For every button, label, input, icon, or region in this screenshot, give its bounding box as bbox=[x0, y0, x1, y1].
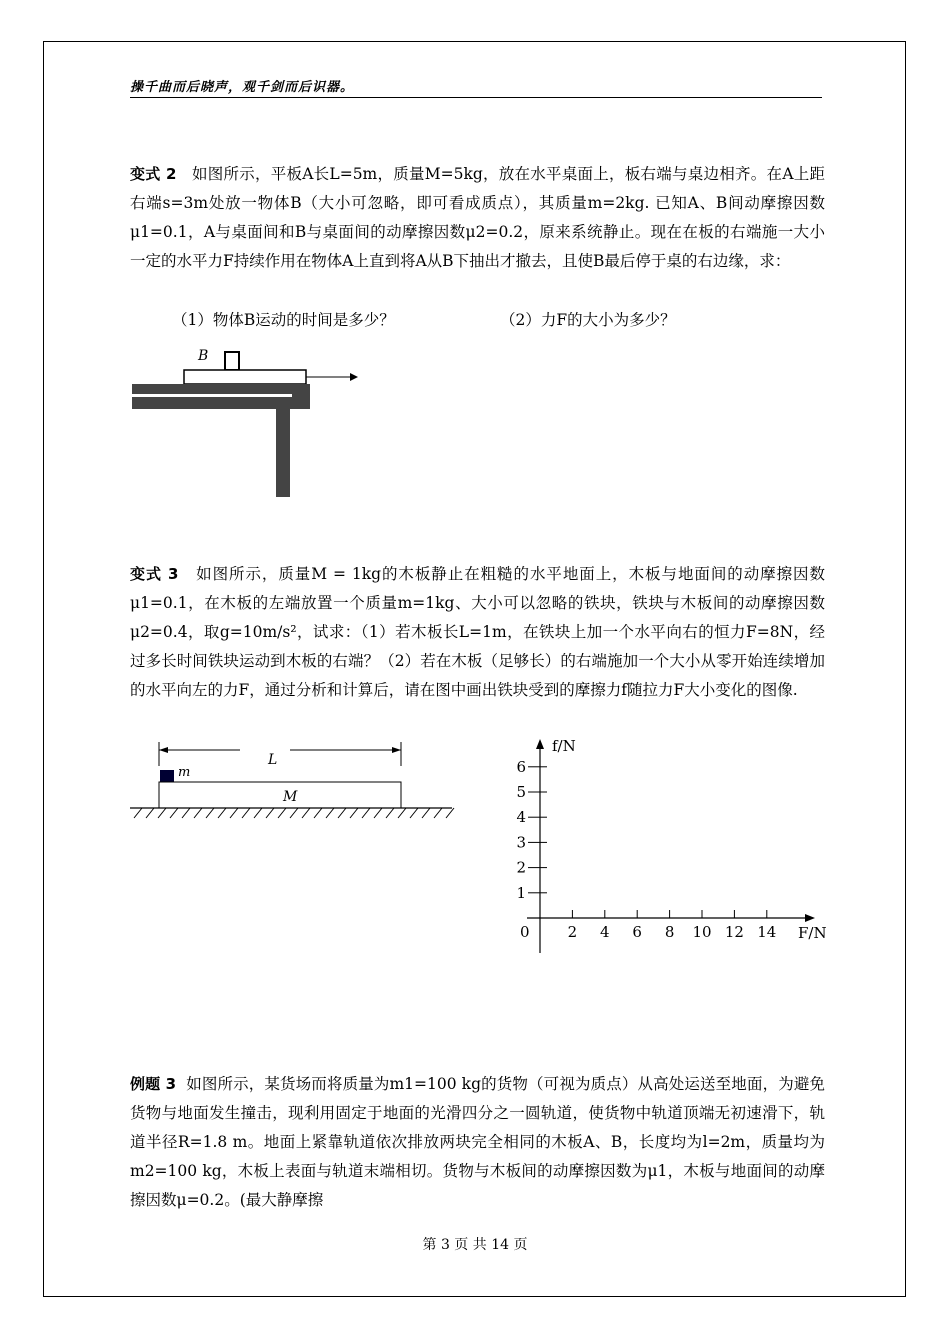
iron-block bbox=[160, 770, 174, 782]
table-leg bbox=[276, 409, 290, 497]
hatch-line bbox=[290, 808, 298, 818]
hatch-line bbox=[314, 808, 322, 818]
variant3-paragraph bbox=[130, 560, 825, 705]
x-tick-label: 12 bbox=[724, 923, 744, 941]
hatch-line bbox=[398, 808, 406, 818]
hatch-line bbox=[230, 808, 238, 818]
x-axis-label: F/N bbox=[798, 924, 827, 942]
length-label: L bbox=[268, 752, 278, 768]
hatch-line bbox=[278, 808, 286, 818]
block-mass-label: m bbox=[178, 765, 191, 780]
table-leg-gap bbox=[292, 409, 294, 497]
x-tick-label: 4 bbox=[600, 923, 610, 941]
example3-label: 例题 3 bbox=[130, 1075, 177, 1093]
hatch-line bbox=[170, 808, 178, 818]
board-block-figure bbox=[128, 738, 458, 830]
length-arrowhead-right bbox=[392, 747, 401, 753]
length-arrowhead-left bbox=[159, 747, 168, 753]
hatch-line bbox=[146, 808, 154, 818]
y-ticks bbox=[516, 758, 547, 902]
block-b bbox=[225, 352, 239, 370]
board-a bbox=[184, 370, 306, 384]
hatch-line bbox=[338, 808, 346, 818]
hatch-line bbox=[194, 808, 202, 818]
hatch-line bbox=[326, 808, 334, 818]
hatch-line bbox=[446, 808, 454, 818]
page-footer: 第 3 页 共 14 页 bbox=[422, 1237, 528, 1253]
wood-board bbox=[159, 782, 401, 808]
x-tick-label: 6 bbox=[632, 923, 642, 941]
origin-label: 0 bbox=[520, 923, 530, 941]
y-tick-label: 5 bbox=[516, 783, 526, 801]
hatch-line bbox=[182, 808, 190, 818]
hatch-line bbox=[266, 808, 274, 818]
y-tick-label: 2 bbox=[516, 858, 526, 877]
y-tick-label: 4 bbox=[516, 808, 526, 827]
f-vs-F-chart bbox=[505, 735, 835, 960]
variant2-label: 变式 2 bbox=[130, 165, 177, 183]
header-motto: 操千曲而后晓声，观千剑而后识器。 bbox=[130, 80, 355, 95]
hatch-line bbox=[434, 808, 442, 818]
hatch-line bbox=[302, 808, 310, 818]
hatch-line bbox=[134, 808, 142, 818]
hatch-line bbox=[386, 808, 394, 818]
hatch-line bbox=[158, 808, 166, 818]
hatch-line bbox=[206, 808, 214, 818]
y-axis-label: f/N bbox=[552, 737, 576, 755]
x-tick-label: 8 bbox=[664, 923, 675, 941]
hatch-line bbox=[254, 808, 262, 818]
x-tick-label: 2 bbox=[567, 923, 578, 941]
hatch-line bbox=[242, 808, 250, 818]
figure-block-label: B bbox=[198, 348, 209, 364]
table-top-upper bbox=[132, 384, 310, 394]
ground-hatching bbox=[134, 808, 454, 818]
board-mass-label: M bbox=[283, 789, 298, 805]
variant2-paragraph bbox=[130, 160, 825, 276]
x-axis-arrowhead bbox=[805, 914, 815, 922]
variant2-text: 如图所示，平板A长L=5m，质量M=5kg，放在水平桌面上，板右端与桌边相齐。在A上距右端s=3m处放一物体B（大小可忽略，即可看成质点），其质量m=2kg. 已知A、B间动摩擦因数μ1=0.1，A与桌面间和B与桌面间的动摩擦因数μ2=0.2，原来系统静止。现在在板的右端施一大小一定的水平力F持续作用在物体A上直到将A从B下抽出才撤去，且使B最后停于桌的右边缘，求： bbox=[130, 165, 826, 270]
y-tick-label: 3 bbox=[516, 833, 526, 852]
hatch-line bbox=[374, 808, 382, 818]
hatch-line bbox=[350, 808, 358, 818]
x-tick-label: 10 bbox=[692, 923, 712, 941]
y-tick-label: 1 bbox=[516, 883, 526, 902]
x-ticks bbox=[568, 910, 777, 941]
variant2-question-1: （1）物体B运动的时间是多少？ bbox=[172, 311, 395, 329]
variant3-label: 变式 3 bbox=[130, 565, 179, 583]
example3-text: 如图所示，某货场而将质量为m1=100 kg的货物（可视为质点）从高处运送至地面，为避免货物与地面发生撞击，现利用固定于地面的光滑四分之一圆轨道，使货物中轨道顶端无初速滑下，轨道半径R=1.8 m。地面上紧靠轨道依次排放两块完全相同的木板A、B，长度均为l=2m，质量均为m2=100 kg，木板上表面与轨道末端相切。货物与木板间的动摩擦因数为μ1，木板与地面间的动摩擦因数μ=0.2。(最大静摩擦 bbox=[130, 1075, 825, 1209]
hatch-line bbox=[362, 808, 370, 818]
table-board-figure bbox=[128, 342, 368, 500]
header-rule bbox=[130, 97, 822, 98]
table-top-right bbox=[292, 394, 310, 409]
example3-paragraph bbox=[130, 1070, 825, 1215]
hatch-line bbox=[218, 808, 226, 818]
hatch-line bbox=[422, 808, 430, 818]
table-top-lower bbox=[132, 397, 292, 409]
y-axis-arrowhead bbox=[536, 739, 544, 749]
hatch-line bbox=[410, 808, 418, 818]
force-arrowhead bbox=[350, 373, 358, 381]
x-tick-label: 14 bbox=[757, 923, 777, 941]
y-tick-label: 6 bbox=[516, 757, 526, 776]
variant2-question-2: （2）力F的大小为多少？ bbox=[500, 311, 676, 329]
variant3-text: 如图所示，质量M = 1kg的木板静止在粗糙的水平地面上，木板与地面间的动摩擦因数μ1=0.1，在木板的左端放置一个质量m=1kg、大小可以忽略的铁块，铁块与木板间的动摩擦因数μ2=0.4，取g=10m/s²，试求：（1）若木板长L=1m，在铁块上加一个水平向右的恒力F=8N，经过多长时间铁块运动到木板的右端？（2）若在木板（足够长）的右端施加一个大小从零开始连续增加的水平向左的力F，通过分析和计算后，请在图中画出铁块受到的摩擦力f随拉力F大小变化的图像. bbox=[130, 565, 825, 699]
